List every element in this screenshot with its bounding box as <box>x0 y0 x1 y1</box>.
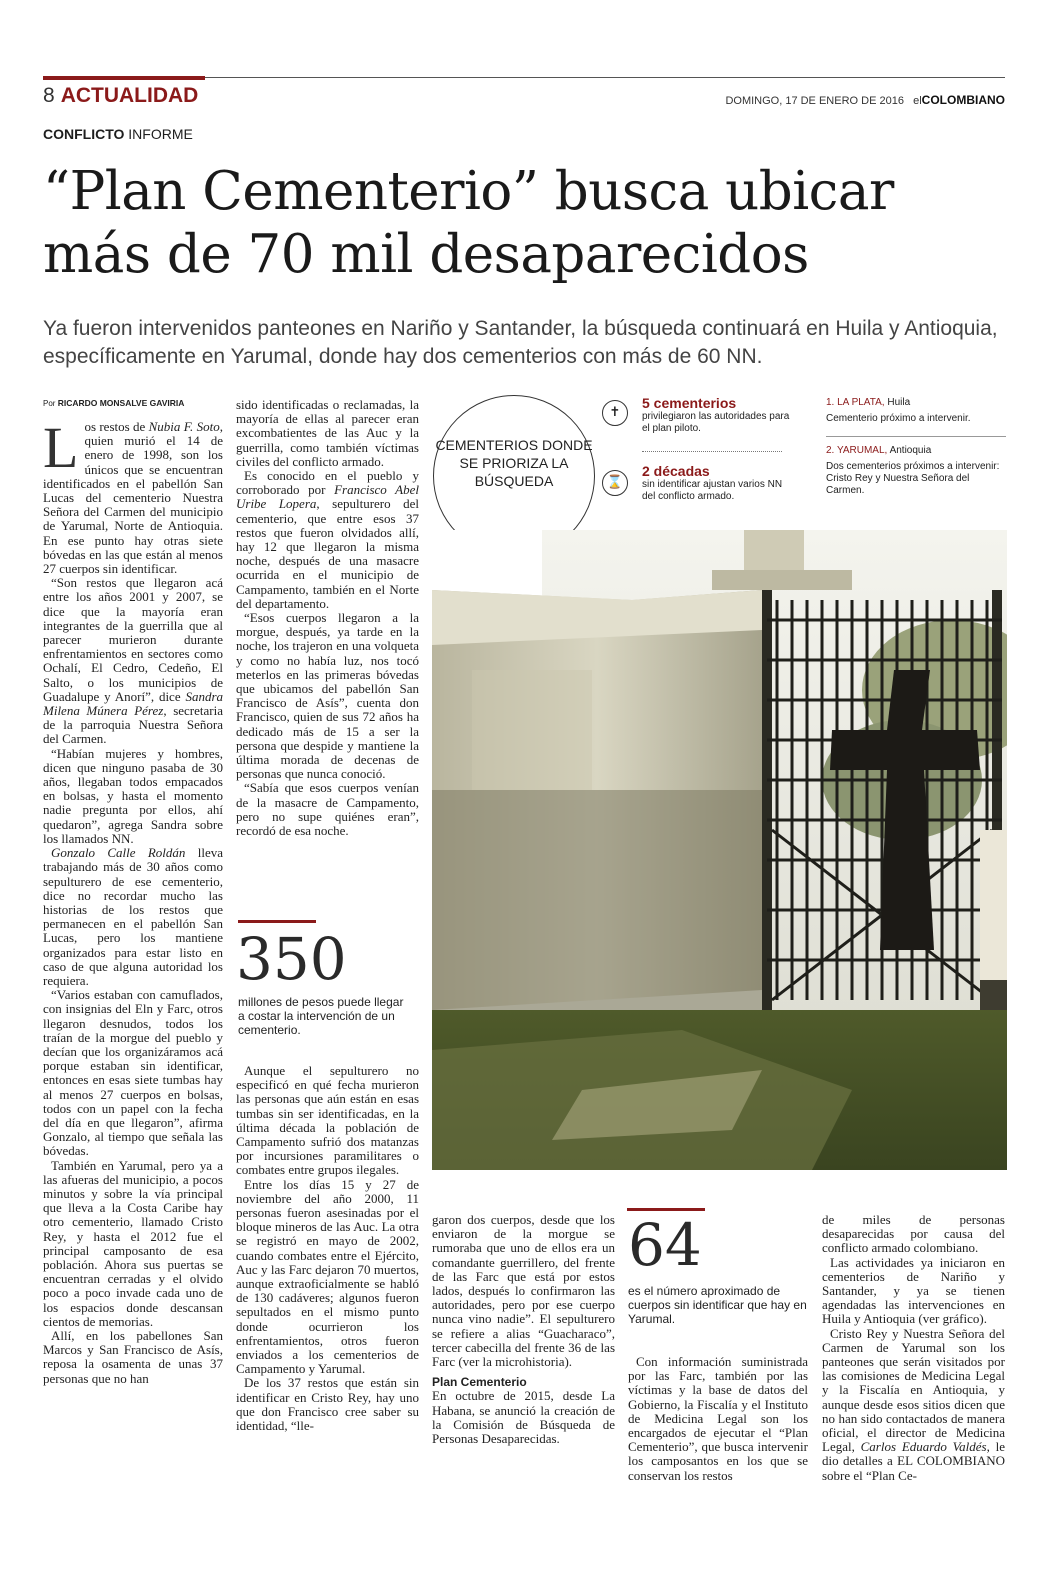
stat-64-caption: es el número aproximado de cuerpos sin identificar que hay en Yarumal. <box>628 1284 807 1326</box>
kicker <box>43 126 193 142</box>
byline-author: RICARDO MONSALVE GAVIRIA <box>57 398 185 408</box>
byline-prefix: Por <box>43 399 56 408</box>
person-name: Francisco Abel Uribe Lopera <box>236 482 419 512</box>
text-run: os restos de <box>84 419 149 434</box>
paragraph <box>43 846 223 988</box>
deck: Ya fueron intervenidos panteones en Nariño y Santander, la búsqueda continuará en Huila y Antioquia, específicamente en Yarumal, donde hay dos cementerios con más de 60 NN. <box>43 317 998 368</box>
paragraph: de miles de personas desaparecidas por causa del conflicto armado colombiano. <box>822 1212 1005 1256</box>
paper-name: COLOMBIANO <box>921 93 1005 107</box>
paragraph: sido identificadas o reclamadas, la mayoría de ellas al parecer eran excombatientes de las Auc y la guerrilla, como también víctimas civiles del conflicto armado. <box>236 397 419 469</box>
paragraph: Allí, en los pabellones San Marcos y San Francisco de Asís, reposa la osamenta de unas 37 personas que no han <box>43 1328 223 1386</box>
paragraph: “Varios estaban con camuflados, con insignias del Eln y Farc, otros llegaron desnudos, todos los traían de la morgue del pueblo y decían que los organizáramos acá porque estaban sin identificar, entonces en esas siete tumbas hay al menos 27 cuerpos en bolsas, todos con un papel con la fecha del día en que llegaron”, afirma Gonzalo, al tiempo que señala las bóvedas. <box>43 987 223 1159</box>
location-region: Antioquia <box>889 445 932 456</box>
person-name: Gonzalo Calle Roldán <box>51 845 186 861</box>
article-column-1 <box>43 415 224 1386</box>
text-run: , le dio detalles a EL COLOMBIANO sobre el “Plan Ce- <box>822 1439 1005 1483</box>
paragraph: En octubre de 2015, desde La Habana, se anunció la creación de la Comisión de Búsqueda de Personas Desaparecidas. <box>432 1388 615 1447</box>
article-column-5 <box>822 1213 1005 1483</box>
stat-rule <box>238 920 316 923</box>
paragraph: Con información suministrada por las Farc, también por las víctimas y la base de datos del Gobierno, la Fiscalía y el Instituto de Medicina Legal son los encargados de ejecutar el “Plan Cementerio”, que busca intervenir los camposantos en los que se conservan los restos <box>628 1354 808 1483</box>
location-label: 2. YARUMAL, <box>826 445 888 456</box>
text-run: , sepulturero del cementerio, que entre esos 37 restos que fueron olvidados allí, hay 12 que llegaron la misma noche, después de una masacre ocurrida en el municipio de Campamento, también en el Norte del departamento. <box>236 496 419 611</box>
subhead: Plan Cementerio <box>432 1375 527 1390</box>
paragraph: “Habían mujeres y hombres, dicen que ninguno pasaba de 30 años, llegaban todos empacados en bolsas, y hasta el momento nadie pregunta por ellos, ahí quedaron”, agrega Sandra sobre los llamados NN. <box>43 745 223 846</box>
location-la-plata <box>826 397 1006 425</box>
location-text: Cementerio próximo a intervenir. <box>826 413 971 424</box>
text-run: , quien murió el 14 de enero de 1998, son los únicos que se encuentran identificados en el pabellón San Lucas del cementerio Nuestra Señora del Carmen del municipio de Yarumal, Norte de Antioquia. En ese punto hay otras siete bóvedas en las que están al menos 27 cuerpos sin identificar. <box>43 419 223 577</box>
paper-prefix: el <box>913 95 922 107</box>
stat-350-caption: millones de pesos puede llegar a costar la intervención de un cementerio. <box>238 995 404 1037</box>
paragraph: garon dos cuerpos, desde que los enviaron de la morgue se rumoraba que uno de ellos era un comandante guerrillero, del frente de las Farc que está por estos lados, después lo confirmaron las autoridades, pero por ese cuerpo nunca vino nadie”. El sepulturero se refiere a alias “Guacharaco”, tercer cabecilla del frente 36 de las Farc (ver la microhistoria). <box>432 1212 615 1370</box>
paragraph: Entre los días 15 y 27 de noviembre del año 2000, 11 personas fueron asesinadas por el bloque mineros de las Auc. La otra se registró en mayo de 2002, cuando combates entre el Ejército, Auc y las Farc dejaron 70 muertos, aunque extraoficialmente se habló de 130 cadáveres; algunos fueron sepultados en el mismo punto donde ocurrieron los enfrentamientos, otros fueron enviados a los cementerios de Campamento y Yarumal. <box>236 1176 419 1377</box>
issue-date: DOMINGO, 17 DE ENERO DE 2016 <box>725 95 904 107</box>
article-column-2-upper <box>236 398 419 838</box>
cross-icon: ✝ <box>602 400 628 426</box>
info-item-title: 2 décadas <box>642 463 710 479</box>
info-item-decadas <box>642 463 792 503</box>
cemetery-gate-illustration <box>432 530 1007 1170</box>
location-text: Dos cementerios próximos a intervenir: Cristo Rey y Nuestra Señora del Carmen. <box>826 461 1000 496</box>
paragraph <box>43 415 223 577</box>
location-divider <box>826 436 1006 437</box>
text-run: Es conocido en el pueblo y corroborado por <box>236 468 419 498</box>
article-column-3 <box>432 1213 615 1446</box>
cemetery-photo <box>432 530 1007 1170</box>
paragraph <box>43 576 223 746</box>
location-region: Huila <box>887 397 911 408</box>
section-accent-bar <box>43 76 205 80</box>
info-item-title: 5 cementerios <box>642 395 737 411</box>
section-label <box>43 84 198 108</box>
kicker-topic: CONFLICTO <box>43 126 125 142</box>
info-item-text: privilegiaron las autoridades para el plan piloto. <box>642 411 790 434</box>
section-name: ACTUALIDAD <box>60 84 199 107</box>
text-run: “Son restos que llegaron acá entre los años 2001 y 2007, se dice que la mayoría eran integrantes de la guerrilla que al parecer murieron durante enfrentamientos en sectores como Ochalí, El Cedro, Cedeño, El Salto, o los municipios de Guadalupe y Anorí”, dice <box>43 575 223 704</box>
byline <box>43 398 184 408</box>
hourglass-icon: ⌛ <box>602 470 628 496</box>
person-name: Nubia F. Soto <box>148 419 220 434</box>
location-label: 1. LA PLATA, <box>826 397 885 408</box>
info-item-text: sin identificar ajustan varios NN del conflicto armado. <box>642 479 783 502</box>
location-yarumal <box>826 445 1006 497</box>
person-name: Sandra Milena Múnera Pérez <box>43 688 223 719</box>
article-column-2-lower <box>236 1064 419 1433</box>
person-name: Carlos Eduardo Valdés <box>860 1439 987 1455</box>
info-divider <box>642 451 782 452</box>
headline: “Plan Cementerio” busca ubicar más de 70 mil desaparecidos <box>43 161 894 285</box>
text-run: Cristo Rey y Nuestra Señora del Carmen de Yarumal son los panteones que serán visitados por las comisiones de Medicina Legal y la Fiscalía en Antioquia, y aunque desde esos sitios dicen que no han sido contactados de manera oficial, el director de Medicina Legal, <box>822 1325 1005 1455</box>
paragraph: Las actividades ya iniciaron en cementerios de Nariño y Santander, y ya se tienen agendadas las intervenciones en Huila y Antioquia (ver gráfico). <box>822 1254 1005 1327</box>
info-item-cementerios <box>642 395 792 435</box>
text-run: lleva trabajando más de 30 años como sepulturero de ese cementerio, dice no recordar mucho las historias de los restos que permanecen en el pabellón San Lucas, pero los mantiene organizados para estar listo en caso de que alguna autoridad los requiera. <box>43 845 224 988</box>
paragraph: De los 37 restos que están sin identificar en Cristo Rey, hay uno que don Francisco cree saber su identidad, “lle- <box>236 1375 419 1434</box>
drop-cap: L <box>43 415 79 480</box>
paragraph: También en Yarumal, pero ya a las afueras del municipio, a pocos minutos y sobre la vía principal que lleva a la Costa Caribe hay otro cementerio, llamado Cristo Rey, y hasta el 2012 fue el principal camposanto de esa población. Ahora sus puertas se encuentran cerradas y el olvido poco a poco invade cada uno de los espacios donde descansan cientos de memorias. <box>43 1157 223 1329</box>
article-column-4 <box>628 1355 808 1483</box>
paragraph <box>236 469 419 611</box>
dateline <box>725 93 1005 107</box>
paragraph: “Esos cuerpos llegaron a la morgue, después, ya tarde en la noche, los trajeron en una volqueta y como no había luz, nos tocó meterlos en las primeras bóvedas que ubicamos del pabellón San Francisco de Asís”, cuenta don Francisco, quien de sus 72 años ha dedicado más de 15 a ser la persona que despide y mantiene la última morada de decenas de personas que nunca conoció. <box>236 610 419 782</box>
stat-64-number: 64 <box>628 1211 702 1279</box>
text-run: , secretaria de la parroquia Nuestra Señora del Carmen. <box>43 703 223 747</box>
infographic-title: CEMENTERIOS DONDE SE PRIORIZA LA BÚSQUEDA <box>435 437 593 489</box>
paragraph: Aunque el sepulturero no especificó en qué fecha murieron las personas que aún están en esas tumbas sin ser identificadas, en la última década la población de Campamento sufrió dos matanzas por incursiones paramilitares o combates entre grupos ilegales. <box>236 1063 419 1178</box>
paragraph: “Sabía que esos cuerpos venían de la masacre de Campamento, pero no supe quiénes eran”, recordó de esa noche. <box>236 780 419 839</box>
paragraph <box>822 1327 1005 1483</box>
page-number: 8 <box>43 84 55 107</box>
kicker-type: INFORME <box>128 126 193 142</box>
stat-350-number: 350 <box>236 925 347 993</box>
